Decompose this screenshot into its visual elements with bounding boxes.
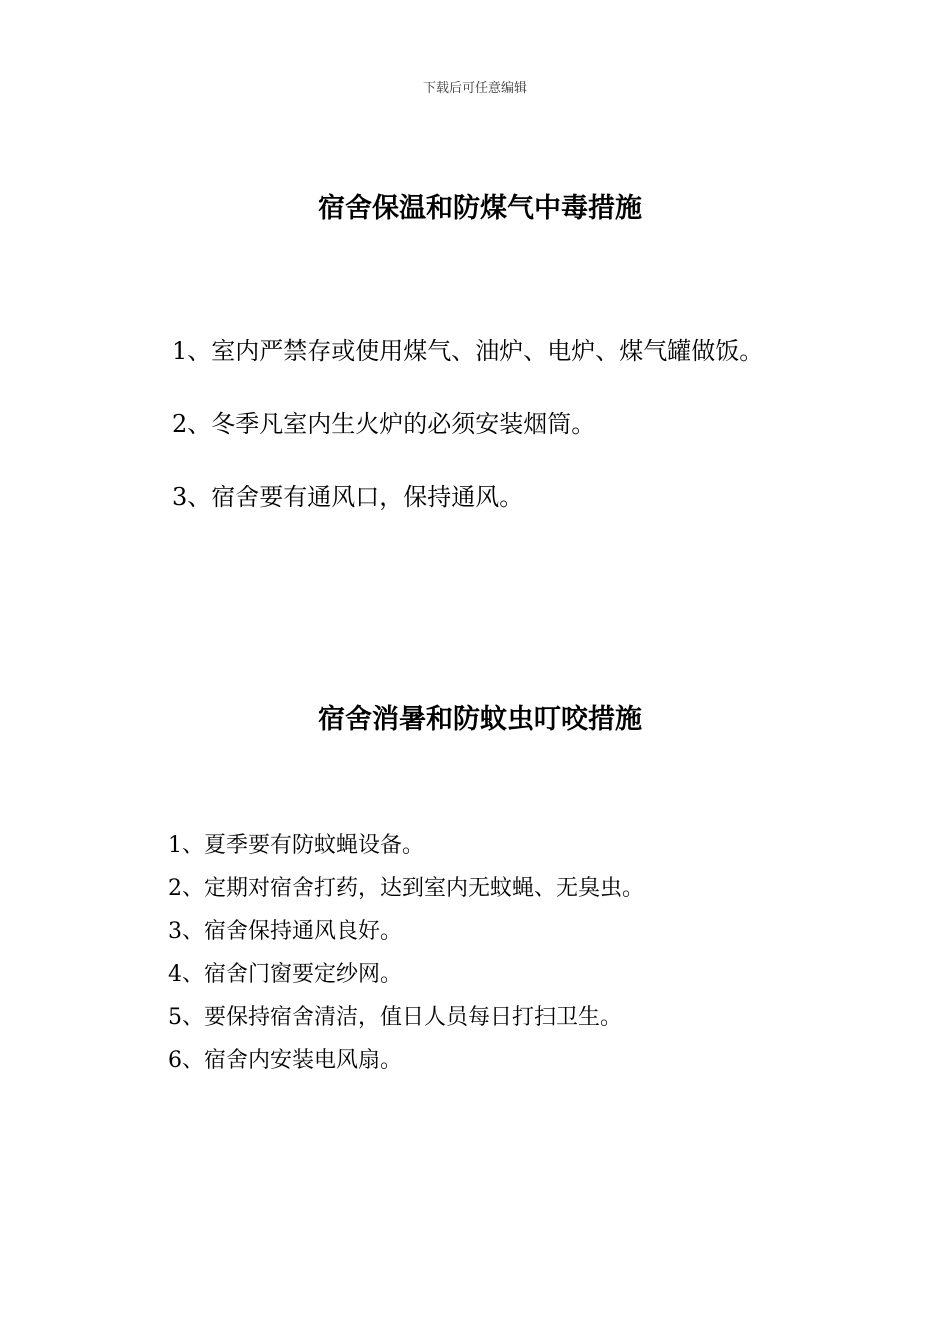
section-title-insulation-gas-safety: 宿舍保温和防煤气中毒措施 bbox=[318, 193, 642, 224]
insulation-measures-list bbox=[172, 332, 763, 551]
list-item: 6、宿舍内安装电风扇。 bbox=[168, 1048, 402, 1073]
list-item: 2、定期对宿舍打药，达到室内无蚊蝇、无臭虫。 bbox=[168, 876, 644, 901]
section-title-summer-mosquito: 宿舍消暑和防蚊虫叮咬措施 bbox=[318, 704, 642, 735]
list-item: 3、宿舍要有通风口，保持通风。 bbox=[172, 483, 524, 511]
list-item: 5、要保持宿舍清洁，值日人员每日打扫卫生。 bbox=[168, 1005, 622, 1030]
list-item: 4、宿舍门窗要定纱网。 bbox=[168, 962, 402, 987]
list-item: 1、室内严禁存或使用煤气、油炉、电炉、煤气罐做饭。 bbox=[172, 337, 764, 365]
list-item: 1、夏季要有防蚊蝇设备。 bbox=[168, 833, 424, 858]
header-note: 下载后可任意编辑 bbox=[422, 81, 527, 96]
summer-measures-list bbox=[168, 829, 644, 1087]
list-item: 3、宿舍保持通风良好。 bbox=[168, 919, 402, 944]
list-item: 2、冬季凡室内生火炉的必须安装烟筒。 bbox=[172, 410, 596, 438]
